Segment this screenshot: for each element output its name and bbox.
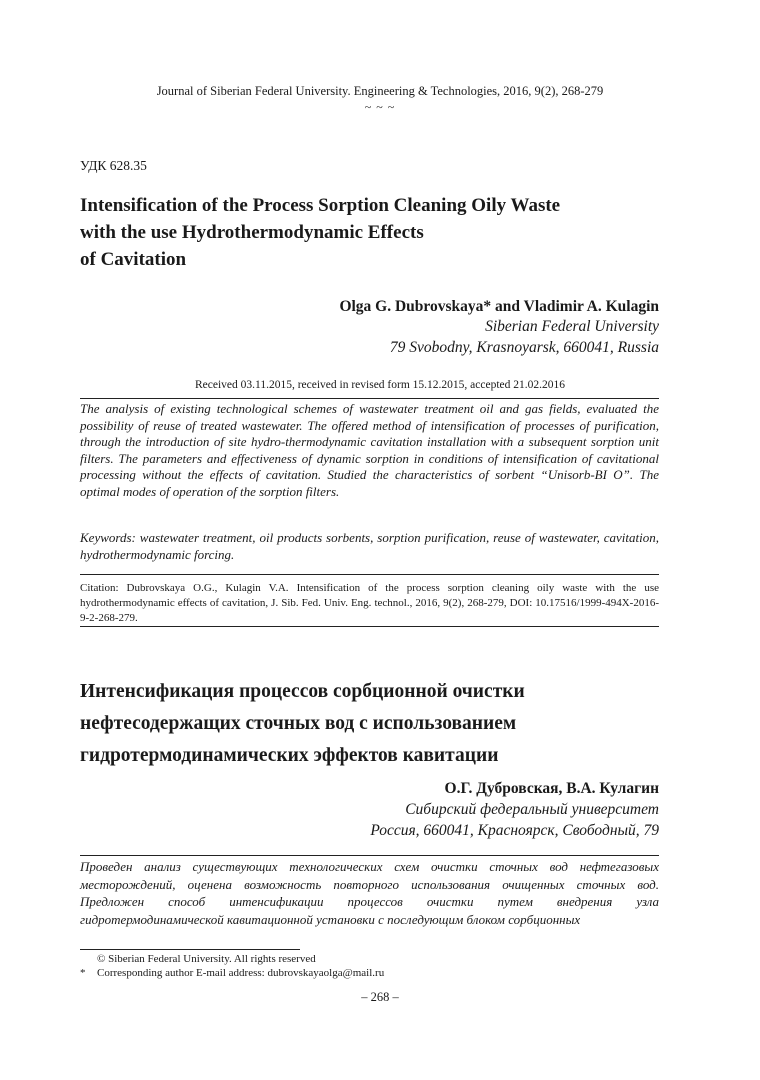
corresponding-author-note: Corresponding author E-mail address: dubrovskayaolga@mail.ru <box>97 967 385 979</box>
divider <box>80 574 659 575</box>
title-en-line: of Cavitation <box>80 249 187 270</box>
title-en-line: Intensification of the Process Sorption Cleaning Oily Waste <box>80 195 561 216</box>
affiliation-russian: Сибирский федеральный университет <box>405 801 659 818</box>
udk-code: УДК 628.35 <box>80 158 147 173</box>
authors-english: Olga G. Dubrovskaya* and Vladimir A. Kulagin <box>339 298 659 315</box>
divider <box>80 398 659 399</box>
journal-header: Journal of Siberian Federal University. Engineering & Technologies, 2016, 9(2), 268-279 <box>156 84 604 98</box>
received-dates: Received 03.11.2015, received in revised form 15.12.2015, accepted 21.02.2016 <box>194 379 566 391</box>
page-number: – 268 – <box>361 990 399 1004</box>
keywords-english: Keywords: wastewater treatment, oil products sorbents, sorption purification, reuse of wastewater, cavitation, hydrothermodynamic forcing. <box>80 530 659 562</box>
authors-russian: О.Г. Дубровская, В.А. Кулагин <box>444 780 659 797</box>
footnote-star: * <box>80 967 86 979</box>
title-ru-line: Интенсификация процессов сорбционной очистки <box>80 681 525 702</box>
header-ornament: ~ ~ ~ <box>364 100 396 114</box>
abstract-english: The analysis of existing technological schemes of wastewater treatment oil and gas fields, evaluated the possibility of reuse of treated wastewater. The offered method of intensification of processes of purification, through the introduction of site hydro-thermodynamic cavitation installation with a subsequent sorption unit filters. The parameters and effectiveness of dynamic sorption in conditions of intensification of cavitational processing without the effects of cavitation. Studied the characteristics of sorbent “Unisorb-BI O”. The optimal modes of operation of the sorption filters. <box>80 401 659 499</box>
citation: Citation: Dubrovskaya O.G., Kulagin V.A. Intensification of the process sorption cleaning oily waste with the use hydrothermodynamic effects of cavitation, J. Sib. Fed. Univ. Eng. technol., 2016, 9(2), 268-279, DOI: 10.17516/1999-494X-2016-9-2-268-279. <box>80 582 659 624</box>
footnote-divider <box>80 949 300 950</box>
title-russian <box>80 676 680 772</box>
affiliation-english: Siberian Federal University <box>485 318 659 335</box>
title-ru-line: гидротермодинамических эффектов кавитации <box>80 745 499 766</box>
address-russian: Россия, 660041, Красноярск, Свободный, 79 <box>370 822 659 839</box>
title-ru-line: нефтесодержащих сточных вод с использованием <box>80 713 517 734</box>
title-english <box>80 192 680 273</box>
address-english: 79 Svobodny, Krasnoyarsk, 660041, Russia <box>389 339 659 356</box>
copyright-note: © Siberian Federal University. All rights reserved <box>97 953 316 965</box>
divider <box>80 855 659 856</box>
title-en-line: with the use Hydrothermodynamic Effects <box>80 222 424 243</box>
abstract-russian: Проведен анализ существующих технологических схем очистки сточных вод нефтегазовых месторождений, оценена возможность повторного использования очищенных сточных вод. Предложен способ интенсификации процессов очистки путем внедрения узла гидротермодинамической кавитационной установки с последующим блоком сорбционных <box>80 859 659 927</box>
divider <box>80 626 659 627</box>
